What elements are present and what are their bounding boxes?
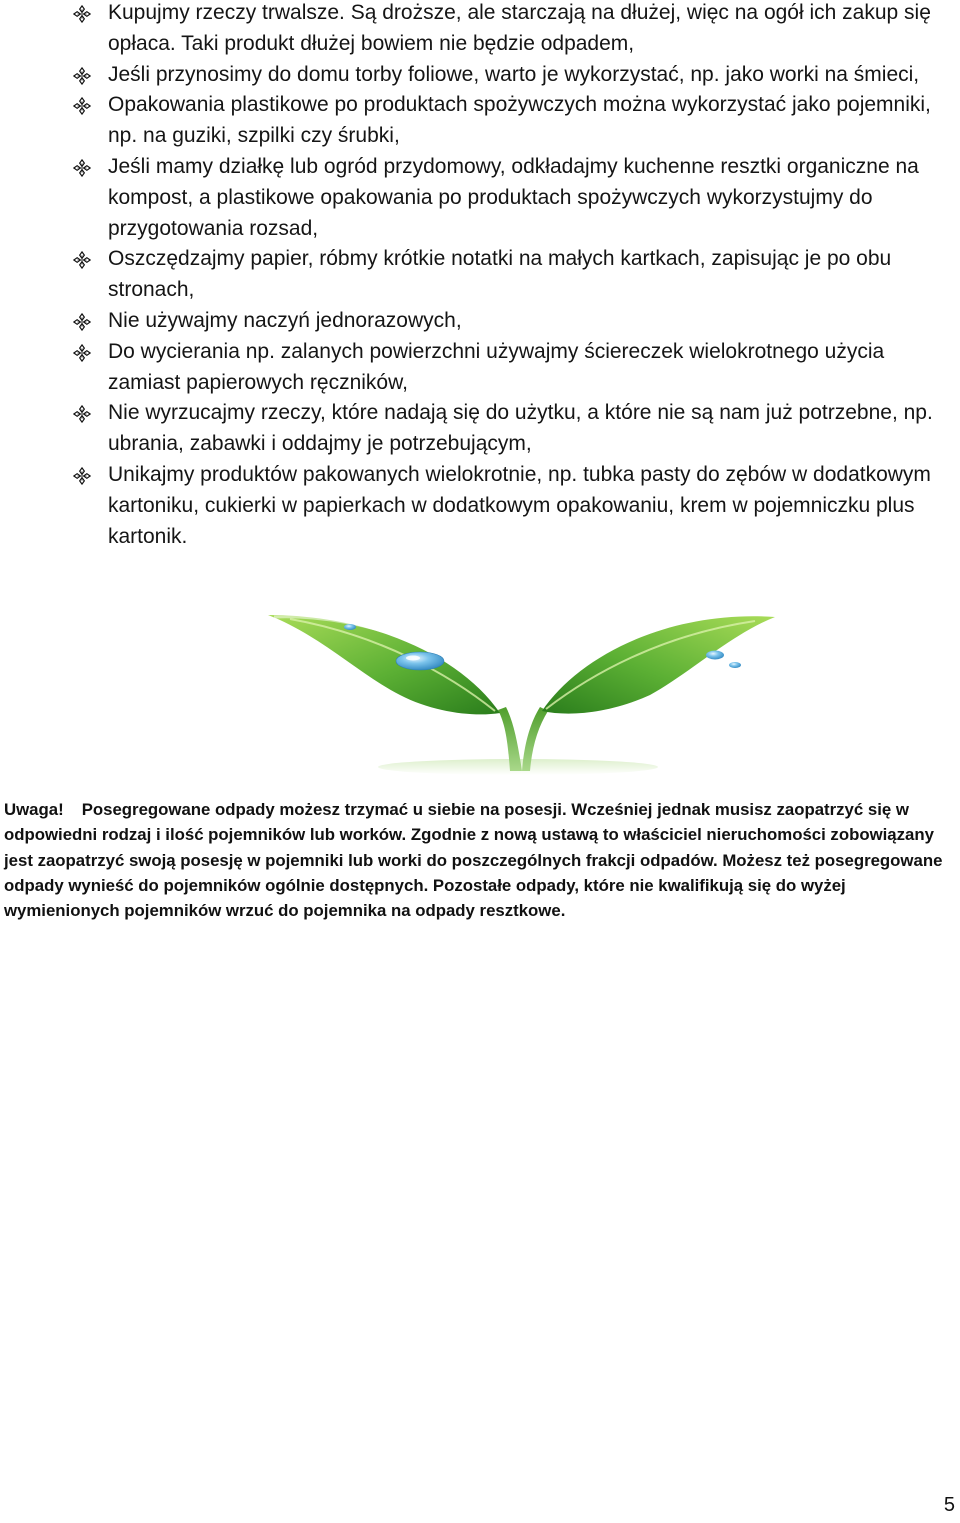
note-label: Uwaga! [4,800,64,819]
four-diamond-bullet-icon [73,67,91,85]
note-paragraph [4,797,954,923]
list-item-text: Opakowania plastikowe po produktach spożywczych można wykorzystać jako pojemniki, np. na guziki, szpilki czy śrubki, [108,93,931,148]
list-item-text: Do wycierania np. zalanych powierzchni używajmy ściereczek wielokrotnego użycia zamiast papierowych ręczników, [108,339,885,394]
list-item [0,60,960,91]
bullet-list [0,0,960,554]
four-diamond-bullet-icon [73,159,91,177]
list-item-text: Kupujmy rzeczy trwalsze. Są droższe, ale starczają na dłużej, więc na ogół ich zakup się opłaca. Taki produkt dłużej bowiem nie będzie odpadem, [108,1,931,55]
four-diamond-bullet-icon [73,467,91,485]
list-item-text: Nie używajmy naczyń jednorazowych, [108,308,462,332]
four-diamond-bullet-icon [73,344,91,362]
green-leaves-illustration [260,595,780,780]
list-item-text: Oszczędzajmy papier, róbmy krótkie notatki na małych kartkach, zapisując je po obu stronach, [108,247,892,302]
page-number: 5 [943,1494,955,1516]
list-item [0,460,960,552]
four-diamond-bullet-icon [73,313,91,331]
four-diamond-bullet-icon [73,97,91,115]
list-item-text: Nie wyrzucajmy rzeczy, które nadają się do użytku, a które nie są nam już potrzebne, np. ubrania, zabawki i oddajmy je potrzebującym, [108,401,933,456]
list-item [0,0,960,60]
note-text: Posegregowane odpady możesz trzymać u siebie na posesji. Wcześniej jednak musisz zaopatrzyć się w odpowiedni rodzaj i ilość pojemników lub worków. Zgodnie z nową ustawą to właściciel nieruchomości zobowiązany jest zaopatrzyć swoją posesję w pojemniki lub worki do poszczególnych frakcji odpadów. Możesz też posegregowane odpady wynieść do pojemników ogólnie dostępnych. Pozostałe odpady, które nie kwalifikują się do wyżej wymienionych pojemników wrzuć do pojemnika na odpady resztkowe. [4,800,943,921]
list-item [0,337,960,399]
four-diamond-bullet-icon [73,251,91,269]
four-diamond-bullet-icon [73,5,91,23]
list-item [0,90,960,152]
list-item [0,398,960,460]
list-item [0,152,960,244]
list-item [0,244,960,306]
list-item-text: Unikajmy produktów pakowanych wielokrotnie, np. tubka pasty do zębów w dodatkowym kartoniku, cukierki w papierkach w dodatkowym opakowaniu, krem w pojemniczku plus kartonik. [108,462,931,548]
list-item-text: Jeśli mamy działkę lub ogród przydomowy, odkładajmy kuchenne resztki organiczne na kompost, a plastikowe opakowania po produktach spożywczych wykorzystujmy do przygotowania rozsad, [108,154,919,240]
four-diamond-bullet-icon [73,405,91,423]
list-item [0,306,960,337]
list-item-text: Jeśli przynosimy do domu torby foliowe, warto je wykorzystać, np. jako worki na śmieci, [108,62,920,86]
